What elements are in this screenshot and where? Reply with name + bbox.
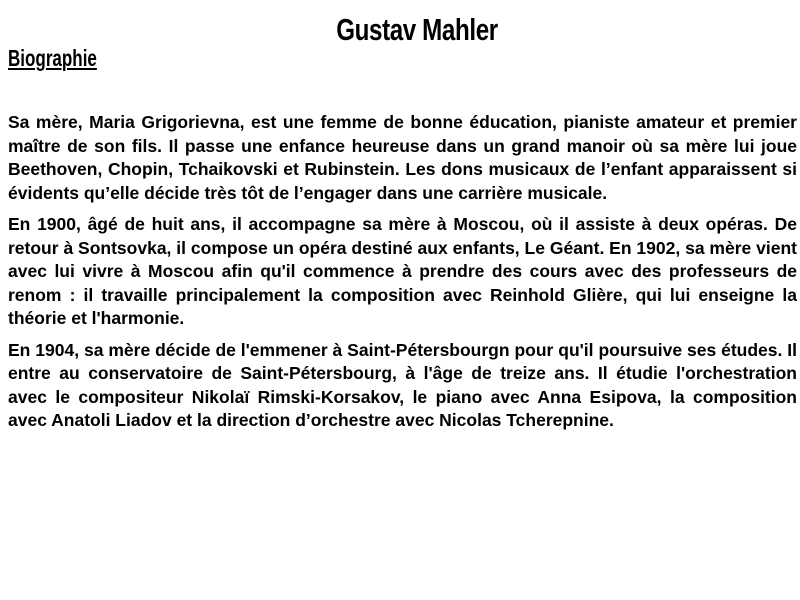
section-heading: Biographie bbox=[8, 45, 97, 71]
paragraph-3: En 1904, sa mère décide de l'emmener à Saint-Pétersbourgn pour qu'il poursuive ses études. Il entre au conservatoire de Saint-Pétersbourg, à l'âge de treize ans. Il étudie l'orchestration avec le compositeur Nikolaï Rimski-Korsakov, le piano avec Anna Esipova, la composition avec Anatoli Liadov et la direction d’orchestre avec Nicolas Tcherepnine. bbox=[8, 339, 797, 430]
page-title: Gustav Mahler bbox=[336, 12, 498, 47]
paragraph-2: En 1900, âgé de huit ans, il accompagne sa mère à Moscou, où il assiste à deux opéras. De retour à Sontsovka, il compose un opéra destiné aux enfants, Le Géant. En 1902, sa mère vient avec lui vivre à Moscou afin qu'il commence à prendre des cours avec des professeurs de renom : il travaille principalement la composition avec Reinhold Glière, qui lui enseigne la théorie et l'harmonie. bbox=[8, 214, 797, 328]
paragraph-1: Sa mère, Maria Grigorievna, est une femme de bonne éducation, pianiste amateur et premier maître de son fils. Il passe une enfance heureuse dans un grand manoir où sa mère lui joue Beethoven, Chopin, Tchaikovski et Rubinstein. Les dons musicaux de l’enfant apparaissent si évidents qu’elle décide très tôt de l’engager dans une carrière musicale. bbox=[8, 112, 797, 203]
biography-body bbox=[8, 111, 797, 441]
